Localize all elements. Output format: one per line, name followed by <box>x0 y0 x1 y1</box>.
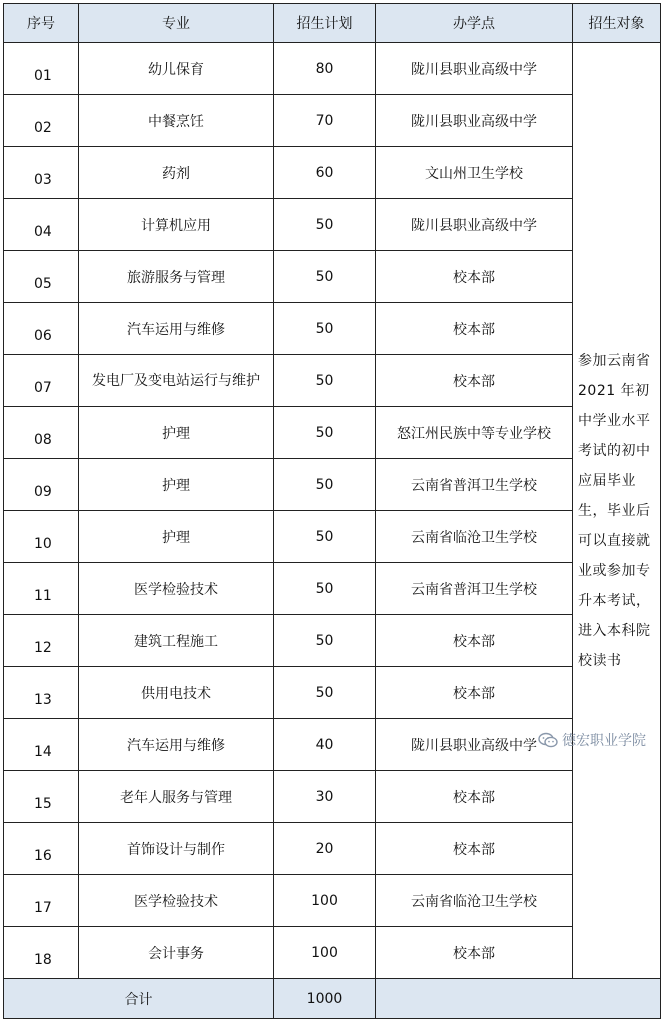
table-row <box>4 875 661 927</box>
row-plan: 50 <box>274 667 376 719</box>
table-row <box>4 563 661 615</box>
row-seq: 05 <box>4 251 79 303</box>
table-row <box>4 43 661 95</box>
row-plan: 50 <box>274 459 376 511</box>
row-plan: 100 <box>274 927 376 979</box>
row-plan: 50 <box>274 407 376 459</box>
row-major: 护理 <box>79 459 274 511</box>
row-seq: 17 <box>4 875 79 927</box>
table-row <box>4 95 661 147</box>
row-school: 陇川县职业高级中学 <box>376 199 573 251</box>
row-plan: 50 <box>274 511 376 563</box>
header-major: 专业 <box>79 4 274 43</box>
row-school: 怒江州民族中等专业学校 <box>376 407 573 459</box>
row-major: 护理 <box>79 407 274 459</box>
header-seq: 序号 <box>4 4 79 43</box>
row-major: 发电厂及变电站运行与维护 <box>79 355 274 407</box>
row-major: 供用电技术 <box>79 667 274 719</box>
row-major: 老年人服务与管理 <box>79 771 274 823</box>
row-major: 会计事务 <box>79 927 274 979</box>
total-value: 1000 <box>274 979 376 1019</box>
table-row <box>4 771 661 823</box>
row-major: 幼儿保育 <box>79 43 274 95</box>
row-seq: 04 <box>4 199 79 251</box>
header-plan: 招生计划 <box>274 4 376 43</box>
row-school: 陇川县职业高级中学 <box>376 719 573 771</box>
table-row <box>4 511 661 563</box>
table-row <box>4 667 661 719</box>
row-seq: 13 <box>4 667 79 719</box>
total-empty <box>376 979 661 1019</box>
row-school: 云南省普洱卫生学校 <box>376 563 573 615</box>
row-seq: 06 <box>4 303 79 355</box>
table-row <box>4 927 661 979</box>
row-seq: 02 <box>4 95 79 147</box>
row-seq: 07 <box>4 355 79 407</box>
row-plan: 60 <box>274 147 376 199</box>
row-seq: 15 <box>4 771 79 823</box>
row-plan: 70 <box>274 95 376 147</box>
row-plan: 50 <box>274 199 376 251</box>
enrollment-table <box>3 3 661 1019</box>
row-school: 校本部 <box>376 667 573 719</box>
row-plan: 50 <box>274 251 376 303</box>
row-school: 校本部 <box>376 771 573 823</box>
row-school: 校本部 <box>376 615 573 667</box>
total-row <box>4 979 661 1019</box>
row-plan: 20 <box>274 823 376 875</box>
table-row <box>4 407 661 459</box>
row-major: 护理 <box>79 511 274 563</box>
header-audience: 招生对象 <box>573 4 661 43</box>
row-major: 首饰设计与制作 <box>79 823 274 875</box>
table-row <box>4 199 661 251</box>
row-major: 医学检验技术 <box>79 875 274 927</box>
row-seq: 16 <box>4 823 79 875</box>
row-school: 云南省临沧卫生学校 <box>376 875 573 927</box>
row-seq: 10 <box>4 511 79 563</box>
row-seq: 01 <box>4 43 79 95</box>
watermark <box>538 730 646 750</box>
row-plan: 80 <box>274 43 376 95</box>
row-school: 校本部 <box>376 823 573 875</box>
table-row <box>4 823 661 875</box>
row-seq: 03 <box>4 147 79 199</box>
row-plan: 50 <box>274 563 376 615</box>
row-school: 文山州卫生学校 <box>376 147 573 199</box>
audience-description: 参加云南省 2021 年初中学业水平考试的初中应届毕业生，毕业后可以直接就业或参加专升本考试，进入本科院校读书 <box>573 43 661 979</box>
row-seq: 09 <box>4 459 79 511</box>
row-major: 药剂 <box>79 147 274 199</box>
row-seq: 08 <box>4 407 79 459</box>
table-row <box>4 615 661 667</box>
row-plan: 50 <box>274 303 376 355</box>
row-school: 校本部 <box>376 355 573 407</box>
row-major: 汽车运用与维修 <box>79 719 274 771</box>
row-plan: 30 <box>274 771 376 823</box>
row-school: 云南省普洱卫生学校 <box>376 459 573 511</box>
row-school: 校本部 <box>376 927 573 979</box>
total-label: 合计 <box>4 979 274 1019</box>
row-major: 医学检验技术 <box>79 563 274 615</box>
row-school: 云南省临沧卫生学校 <box>376 511 573 563</box>
row-school: 陇川县职业高级中学 <box>376 43 573 95</box>
table-row <box>4 251 661 303</box>
row-major: 计算机应用 <box>79 199 274 251</box>
row-plan: 100 <box>274 875 376 927</box>
row-major: 建筑工程施工 <box>79 615 274 667</box>
wechat-icon <box>538 732 558 748</box>
table-row <box>4 147 661 199</box>
header-row <box>4 4 661 43</box>
table-row <box>4 303 661 355</box>
row-major: 旅游服务与管理 <box>79 251 274 303</box>
row-school: 校本部 <box>376 303 573 355</box>
table-row <box>4 459 661 511</box>
row-seq: 11 <box>4 563 79 615</box>
row-seq: 12 <box>4 615 79 667</box>
header-school: 办学点 <box>376 4 573 43</box>
row-school: 校本部 <box>376 251 573 303</box>
table-row <box>4 355 661 407</box>
row-major: 中餐烹饪 <box>79 95 274 147</box>
watermark-text: 德宏职业学院 <box>562 733 646 749</box>
row-plan: 40 <box>274 719 376 771</box>
row-school: 陇川县职业高级中学 <box>376 95 573 147</box>
row-plan: 50 <box>274 615 376 667</box>
row-seq: 14 <box>4 719 79 771</box>
row-plan: 50 <box>274 355 376 407</box>
row-major: 汽车运用与维修 <box>79 303 274 355</box>
row-seq: 18 <box>4 927 79 979</box>
